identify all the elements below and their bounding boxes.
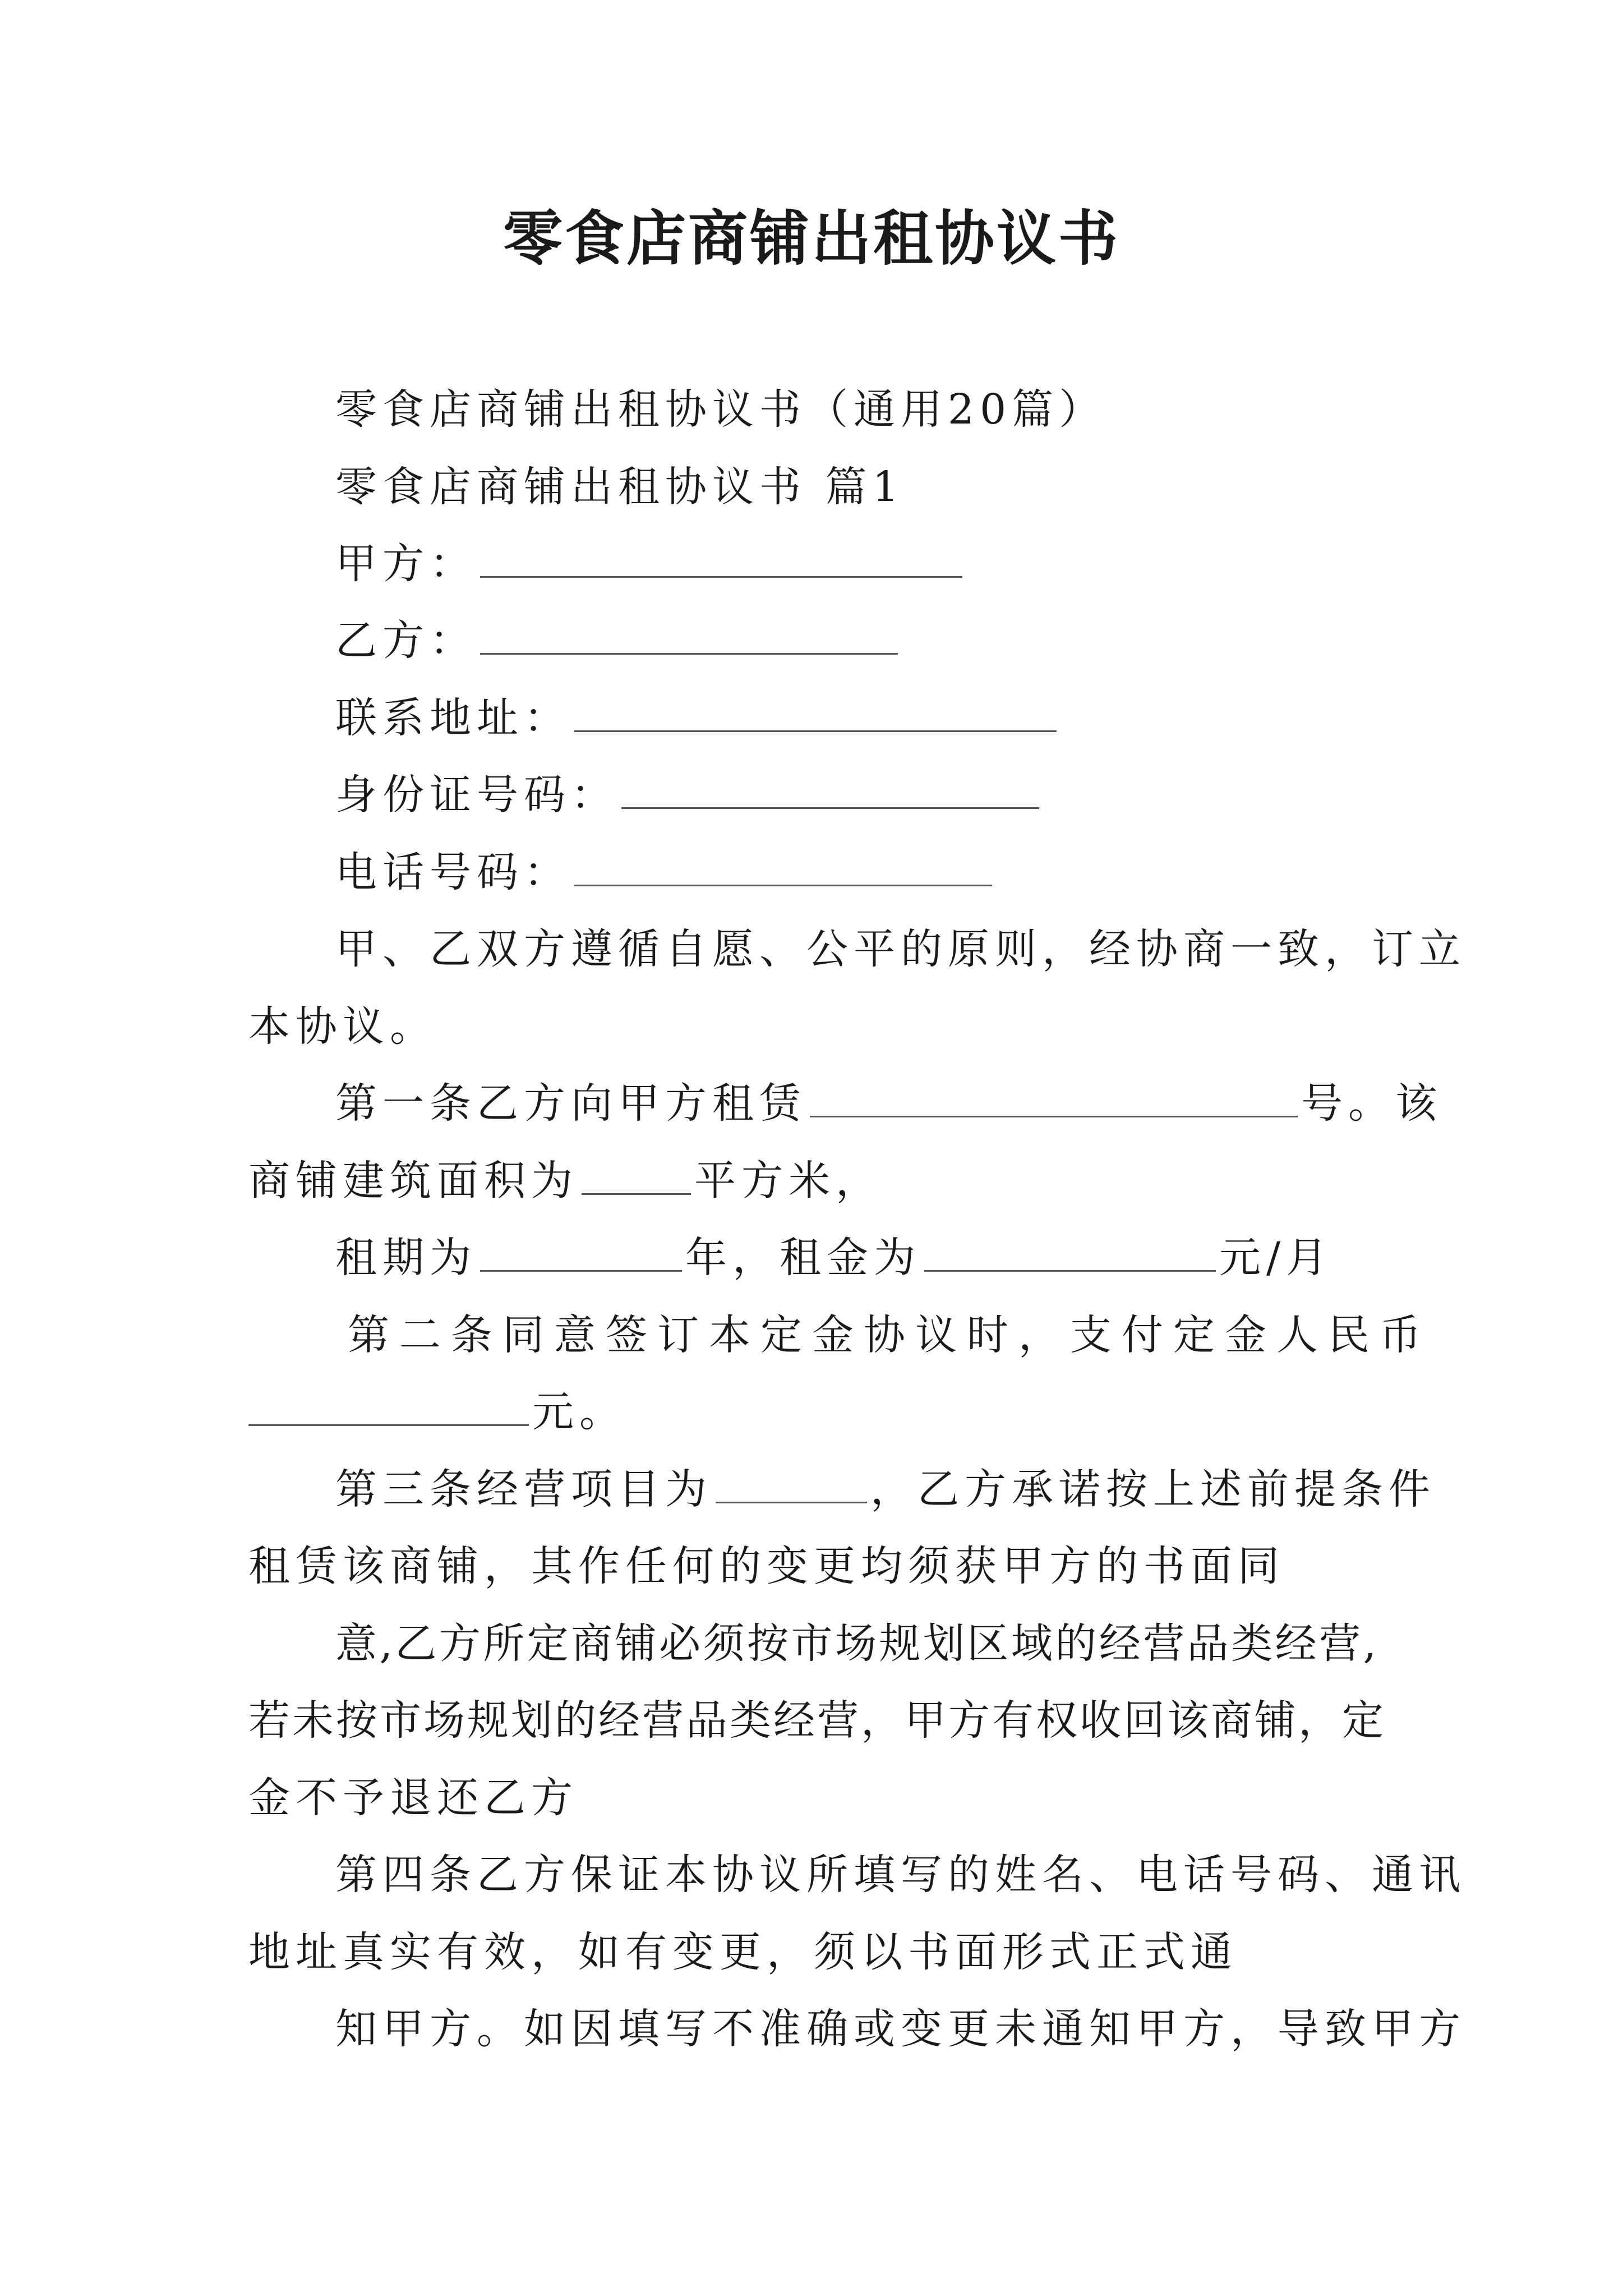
party-a-blank xyxy=(480,540,962,578)
article-3-line-5: 金不予退还乙方 xyxy=(248,1774,578,1822)
party-a-line xyxy=(335,536,966,592)
article-2-line-1: 第二条同意签订本定金协议时，支付定金人民币 xyxy=(348,1311,1431,1359)
article-1-text-c: 商铺建筑面积为 xyxy=(248,1157,578,1205)
party-b-blank xyxy=(480,617,898,655)
article-3-line-3: 意,乙方所定商铺必须按市场规划区域的经营品类经营, xyxy=(335,1619,1378,1668)
phone-line xyxy=(335,844,995,900)
article-1-text-f: 年，租金为 xyxy=(685,1234,921,1282)
intro-line-1: 甲、乙双方遵循自愿、公平的原则，经协商一致，订立 xyxy=(335,925,1466,973)
article-1-text-a: 第一条乙方向甲方租赁 xyxy=(335,1079,806,1128)
article-3-blank xyxy=(716,1466,867,1503)
id-line xyxy=(335,767,1043,823)
article-2-blank xyxy=(248,1388,529,1426)
id-label: 身份证号码： xyxy=(335,771,618,819)
article-1-text-e: 租期为 xyxy=(335,1234,477,1282)
article-1-text-g: 元/月 xyxy=(1219,1234,1333,1282)
phone-label: 电话号码： xyxy=(335,848,571,896)
address-label: 联系地址： xyxy=(335,694,571,742)
article-3-text-b: ，乙方承诺按上述前提条件 xyxy=(870,1465,1436,1513)
address-blank xyxy=(574,694,1057,732)
article-1-blank-d xyxy=(924,1234,1216,1272)
article-3-line-4: 若未按市场规划的经营品类经营，甲方有权收回该商铺，定 xyxy=(248,1696,1386,1745)
article-1-blank-c xyxy=(480,1234,682,1272)
party-b-label: 乙方： xyxy=(335,616,477,665)
article-1-blank-a xyxy=(810,1080,1298,1117)
article-1-text-d: 平方米， xyxy=(694,1157,883,1205)
article-1-line-3 xyxy=(335,1230,1333,1286)
article-4-line-2: 地址真实有效，如有变更，须以书面形式正式通 xyxy=(248,1928,1238,1976)
article-4-line-1: 第四条乙方保证本协议所填写的姓名、电话号码、通讯 xyxy=(335,1851,1466,1899)
section-heading: 零食店商铺出租协议书 篇1 xyxy=(335,463,905,511)
party-a-label: 甲方： xyxy=(335,540,477,588)
article-4-line-3: 知甲方。如因填写不准确或变更未通知甲方，导致甲方 xyxy=(335,2005,1466,2053)
article-3-text-a: 第三条经营项目为 xyxy=(335,1465,712,1513)
article-1-blank-b xyxy=(582,1157,691,1195)
party-b-line xyxy=(335,613,901,669)
subtitle: 零食店商铺出租协议书（通用20篇） xyxy=(335,385,1106,434)
phone-blank xyxy=(574,849,992,886)
address-line xyxy=(335,690,1060,746)
document-title: 零食店商铺出租协议书 xyxy=(503,203,1120,273)
intro-line-2: 本协议。 xyxy=(248,1002,437,1051)
article-3-line-1 xyxy=(335,1461,1436,1517)
article-2-line-2 xyxy=(248,1384,626,1440)
article-3-line-2: 租赁该商铺，其作任何的变更均须获甲方的书面同 xyxy=(248,1542,1285,1590)
article-1-line-2 xyxy=(248,1153,883,1209)
article-2-text-b: 元。 xyxy=(532,1388,626,1436)
article-1-line-1 xyxy=(335,1075,1442,1131)
article-1-text-b: 号。该 xyxy=(1301,1079,1442,1128)
id-blank xyxy=(621,771,1039,809)
